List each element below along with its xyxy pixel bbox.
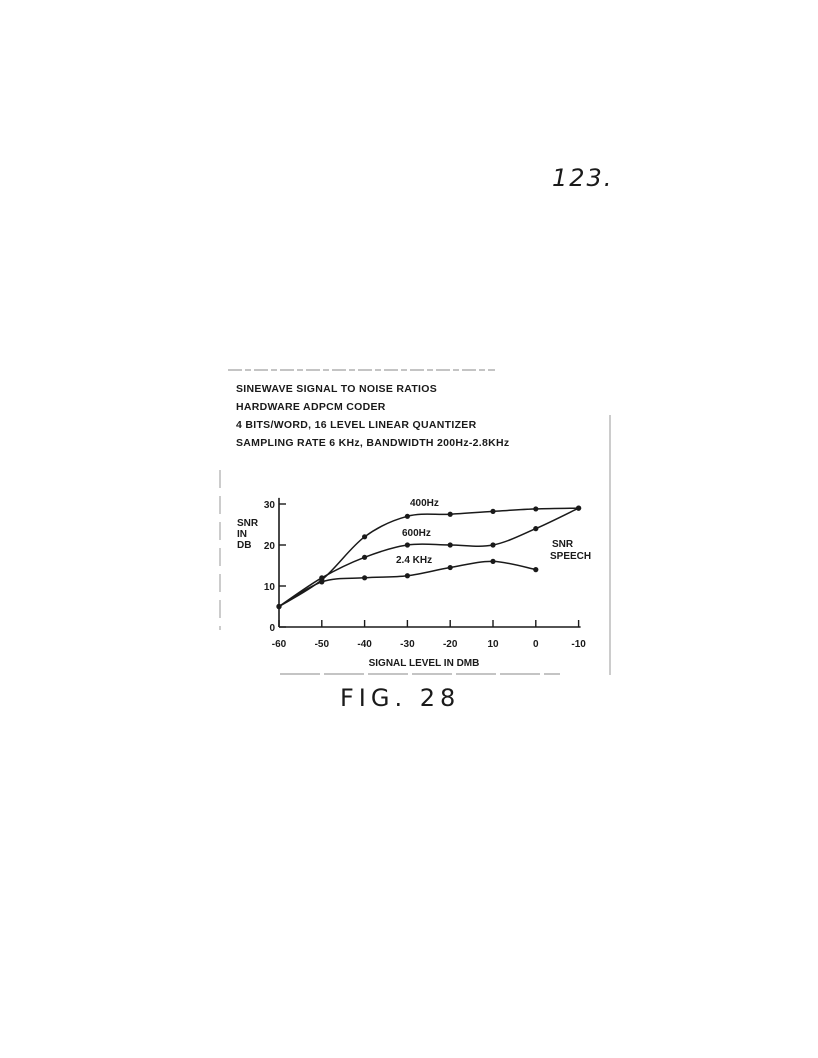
data-point <box>490 542 495 547</box>
header-line-2: HARDWARE ADPCM CODER <box>236 401 386 413</box>
y-axis-label: IN <box>237 529 247 540</box>
data-point <box>362 555 367 560</box>
y-axis-label: DB <box>237 540 252 551</box>
data-point <box>405 514 410 519</box>
data-point <box>405 542 410 547</box>
y-tick-label: 10 <box>263 582 275 593</box>
header-line-3: 4 BITS/WORD, 16 LEVEL LINEAR QUANTIZER <box>236 419 477 431</box>
y-tick-label: 20 <box>263 541 275 552</box>
data-point <box>405 573 410 578</box>
data-point <box>362 534 367 539</box>
series-label: 600Hz <box>402 527 431 539</box>
data-point <box>448 565 453 570</box>
series-label: 2.4 KHz <box>396 555 433 567</box>
figure-caption: FIG. 28 <box>340 684 461 712</box>
x-tick-label: -10 <box>571 639 586 650</box>
data-point <box>362 575 367 580</box>
data-point <box>276 604 281 609</box>
x-tick-label: -60 <box>271 639 287 650</box>
data-point <box>448 512 453 517</box>
y-tick-label: 30 <box>263 500 275 511</box>
data-point <box>448 542 453 547</box>
x-tick-label: 10 <box>487 639 499 650</box>
x-tick-label: -30 <box>400 639 415 650</box>
series-line <box>279 561 536 606</box>
speech-annotation: SNR <box>552 539 574 550</box>
data-point <box>490 509 495 514</box>
data-point <box>319 579 324 584</box>
x-tick-label: -20 <box>442 639 458 650</box>
speech-annotation: SPEECH <box>550 551 592 562</box>
header-line-4: SAMPLING RATE 6 KHz, BANDWIDTH 200Hz-2.8KHz <box>236 437 510 449</box>
y-axis-label: SNR <box>237 518 259 529</box>
series-label: 400Hz <box>410 498 439 510</box>
data-point <box>533 526 538 531</box>
y-tick-label: 0 <box>269 623 275 634</box>
page-number: 123. <box>552 164 614 192</box>
x-tick-label: -50 <box>314 639 330 650</box>
data-point <box>533 506 538 511</box>
x-axis-label: SIGNAL LEVEL IN DMB <box>368 658 480 669</box>
header-line-1: SINEWAVE SIGNAL TO NOISE RATIOS <box>236 383 438 395</box>
data-point <box>533 567 538 572</box>
x-tick-label: 0 <box>533 639 539 650</box>
data-point <box>576 506 581 511</box>
x-tick-label: -40 <box>357 639 372 650</box>
data-point <box>490 559 495 564</box>
